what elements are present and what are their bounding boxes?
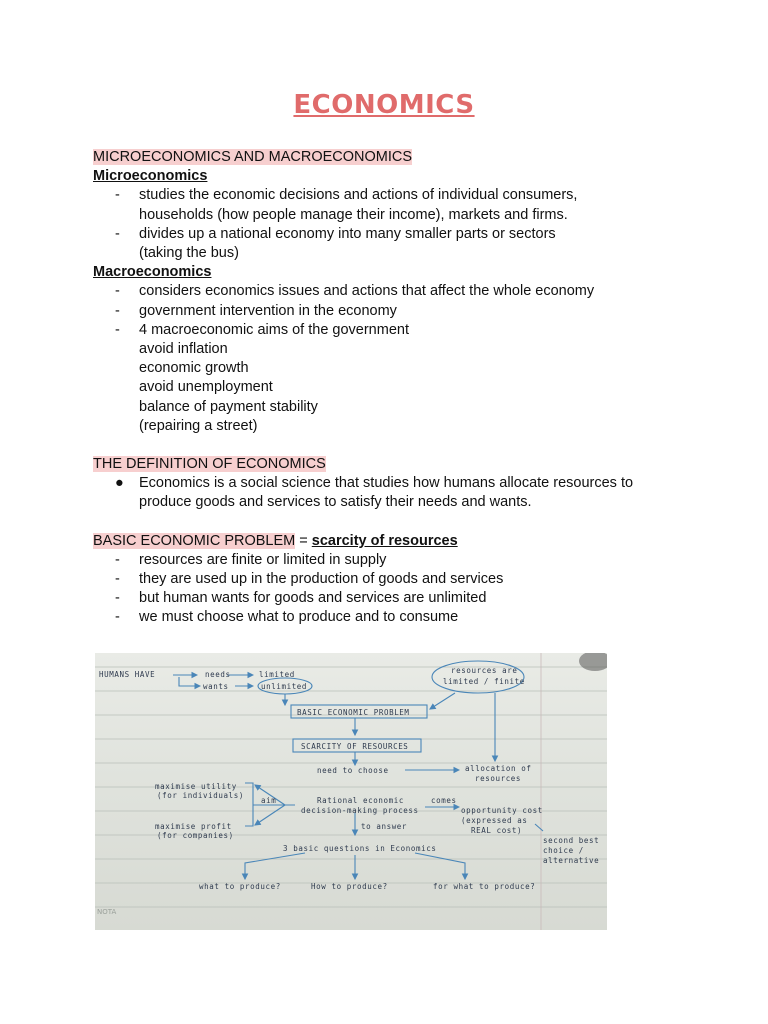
document-body: MICROECONOMICS AND MACROECONOMICS Microeconomics - studies the economic decisions and actions of individual consumers, households (how people manage their income), markets and firms. - divides up a national economy into many smaller parts or sectors (taking the bus) Macroeconomics - considers economics issues and actions that affect the whole economy - government intervention in the economy - 4 macroeconomic aims of the government avoid inflation economic growth avoid unemployment balance of payment stability (repairing a street) THE DEFINITION OF ECONOMICS ● Economics is a social science that studies how humans allocate resources to produce goods and services to satisfy their needs and wants. BASIC ECONOMIC PROBLEM = scarcity of resources - resources are finite or limited in supply - they are used up in the production of goods and services - but human wants for goods and services are unlimited - we must choose what to produce and to consume bbox=[93, 148, 693, 628]
macro-aim: economic growth bbox=[139, 360, 249, 377]
list-item: - 4 macroeconomic aims of the government bbox=[115, 321, 409, 338]
hw-how: How to produce? bbox=[311, 882, 388, 891]
list-item: - resources are finite or limited in supply bbox=[115, 551, 387, 568]
hw-real-cost: REAL cost) bbox=[471, 826, 523, 835]
hw-for-what: for what to produce? bbox=[433, 882, 536, 891]
hw-wants: wants bbox=[203, 682, 229, 691]
hw-limited: limited bbox=[259, 670, 295, 679]
hw-opportunity-cost: opportunity cost bbox=[461, 806, 543, 815]
definition-bullet: ● Economics is a social science that studies how humans allocate resources to produce goods and services to satisfy their needs and wants. bbox=[115, 475, 634, 511]
hw-second-best: second best bbox=[543, 836, 600, 845]
hw-needs: needs bbox=[205, 670, 231, 679]
scarcity-emphasis: scarcity of resources bbox=[311, 532, 458, 549]
hw-expressed-as: (expressed as bbox=[461, 816, 528, 825]
hw-maximise-profit: maximise profit bbox=[155, 822, 232, 831]
hw-for-companies: (for companies) bbox=[157, 831, 234, 840]
hw-scarcity: SCARCITY OF RESOURCES bbox=[301, 742, 409, 751]
list-item: - we must choose what to produce and to consume bbox=[115, 609, 459, 626]
macro-aim: balance of payment stability bbox=[139, 398, 318, 415]
hw-rational: Rational economic bbox=[317, 796, 404, 805]
diagram-svg bbox=[95, 653, 607, 930]
list-item: - studies the economic decisions and actions of individual consumers, households (how people manage their income), markets and firms. bbox=[115, 187, 578, 223]
section-heading-basic-problem: BASIC ECONOMIC PROBLEM bbox=[93, 532, 296, 549]
section-heading-micro-macro: MICROECONOMICS AND MACROECONOMICS bbox=[93, 149, 413, 165]
hw-what: what to produce? bbox=[199, 882, 281, 891]
hw-limited-finite: limited / finite bbox=[443, 677, 525, 686]
hw-to-answer: to answer bbox=[361, 822, 408, 831]
hw-three-questions: 3 basic questions in Economics bbox=[283, 844, 437, 853]
hw-need-to-choose: need to choose bbox=[317, 766, 389, 775]
list-item: - government intervention in the economy bbox=[115, 302, 397, 319]
hw-allocation: allocation of bbox=[465, 764, 532, 773]
list-item: - but human wants for goods and services are unlimited bbox=[115, 590, 487, 607]
hw-decision-making: decision-making process bbox=[301, 806, 419, 815]
hw-humans-have: HUMANS HAVE bbox=[99, 670, 156, 679]
macro-aim: avoid unemployment bbox=[139, 379, 273, 396]
handwritten-diagram-photo bbox=[95, 653, 607, 930]
micro-subtitle: Microeconomics bbox=[93, 168, 208, 185]
hw-aim: aim bbox=[261, 796, 277, 805]
hw-choice: choice / bbox=[543, 846, 584, 855]
page-title: ECONOMICS bbox=[293, 90, 475, 120]
hw-resources-are: resources are bbox=[451, 666, 518, 675]
hw-basic-problem: BASIC ECONOMIC PROBLEM bbox=[297, 708, 410, 717]
hw-unlimited: unlimited bbox=[261, 682, 308, 691]
hw-comes: comes bbox=[431, 796, 457, 805]
hw-maximise-utility: maximise utility bbox=[155, 782, 237, 791]
list-item: - divides up a national economy into many smaller parts or sectors (taking the bus) bbox=[115, 225, 556, 262]
section-heading-definition: THE DEFINITION OF ECONOMICS bbox=[93, 456, 326, 473]
macro-aim: (repairing a street) bbox=[139, 417, 258, 434]
macro-aim: avoid inflation bbox=[139, 341, 228, 358]
list-item: - considers economics issues and actions that affect the whole economy bbox=[115, 283, 595, 300]
hw-alternative: alternative bbox=[543, 856, 600, 865]
paper-stamp: NOTA bbox=[97, 908, 117, 916]
list-item: - they are used up in the production of goods and services bbox=[115, 571, 504, 588]
hw-resources: resources bbox=[475, 774, 522, 783]
macro-subtitle: Macroeconomics bbox=[93, 264, 212, 281]
hw-for-individuals: (for individuals) bbox=[157, 791, 244, 800]
